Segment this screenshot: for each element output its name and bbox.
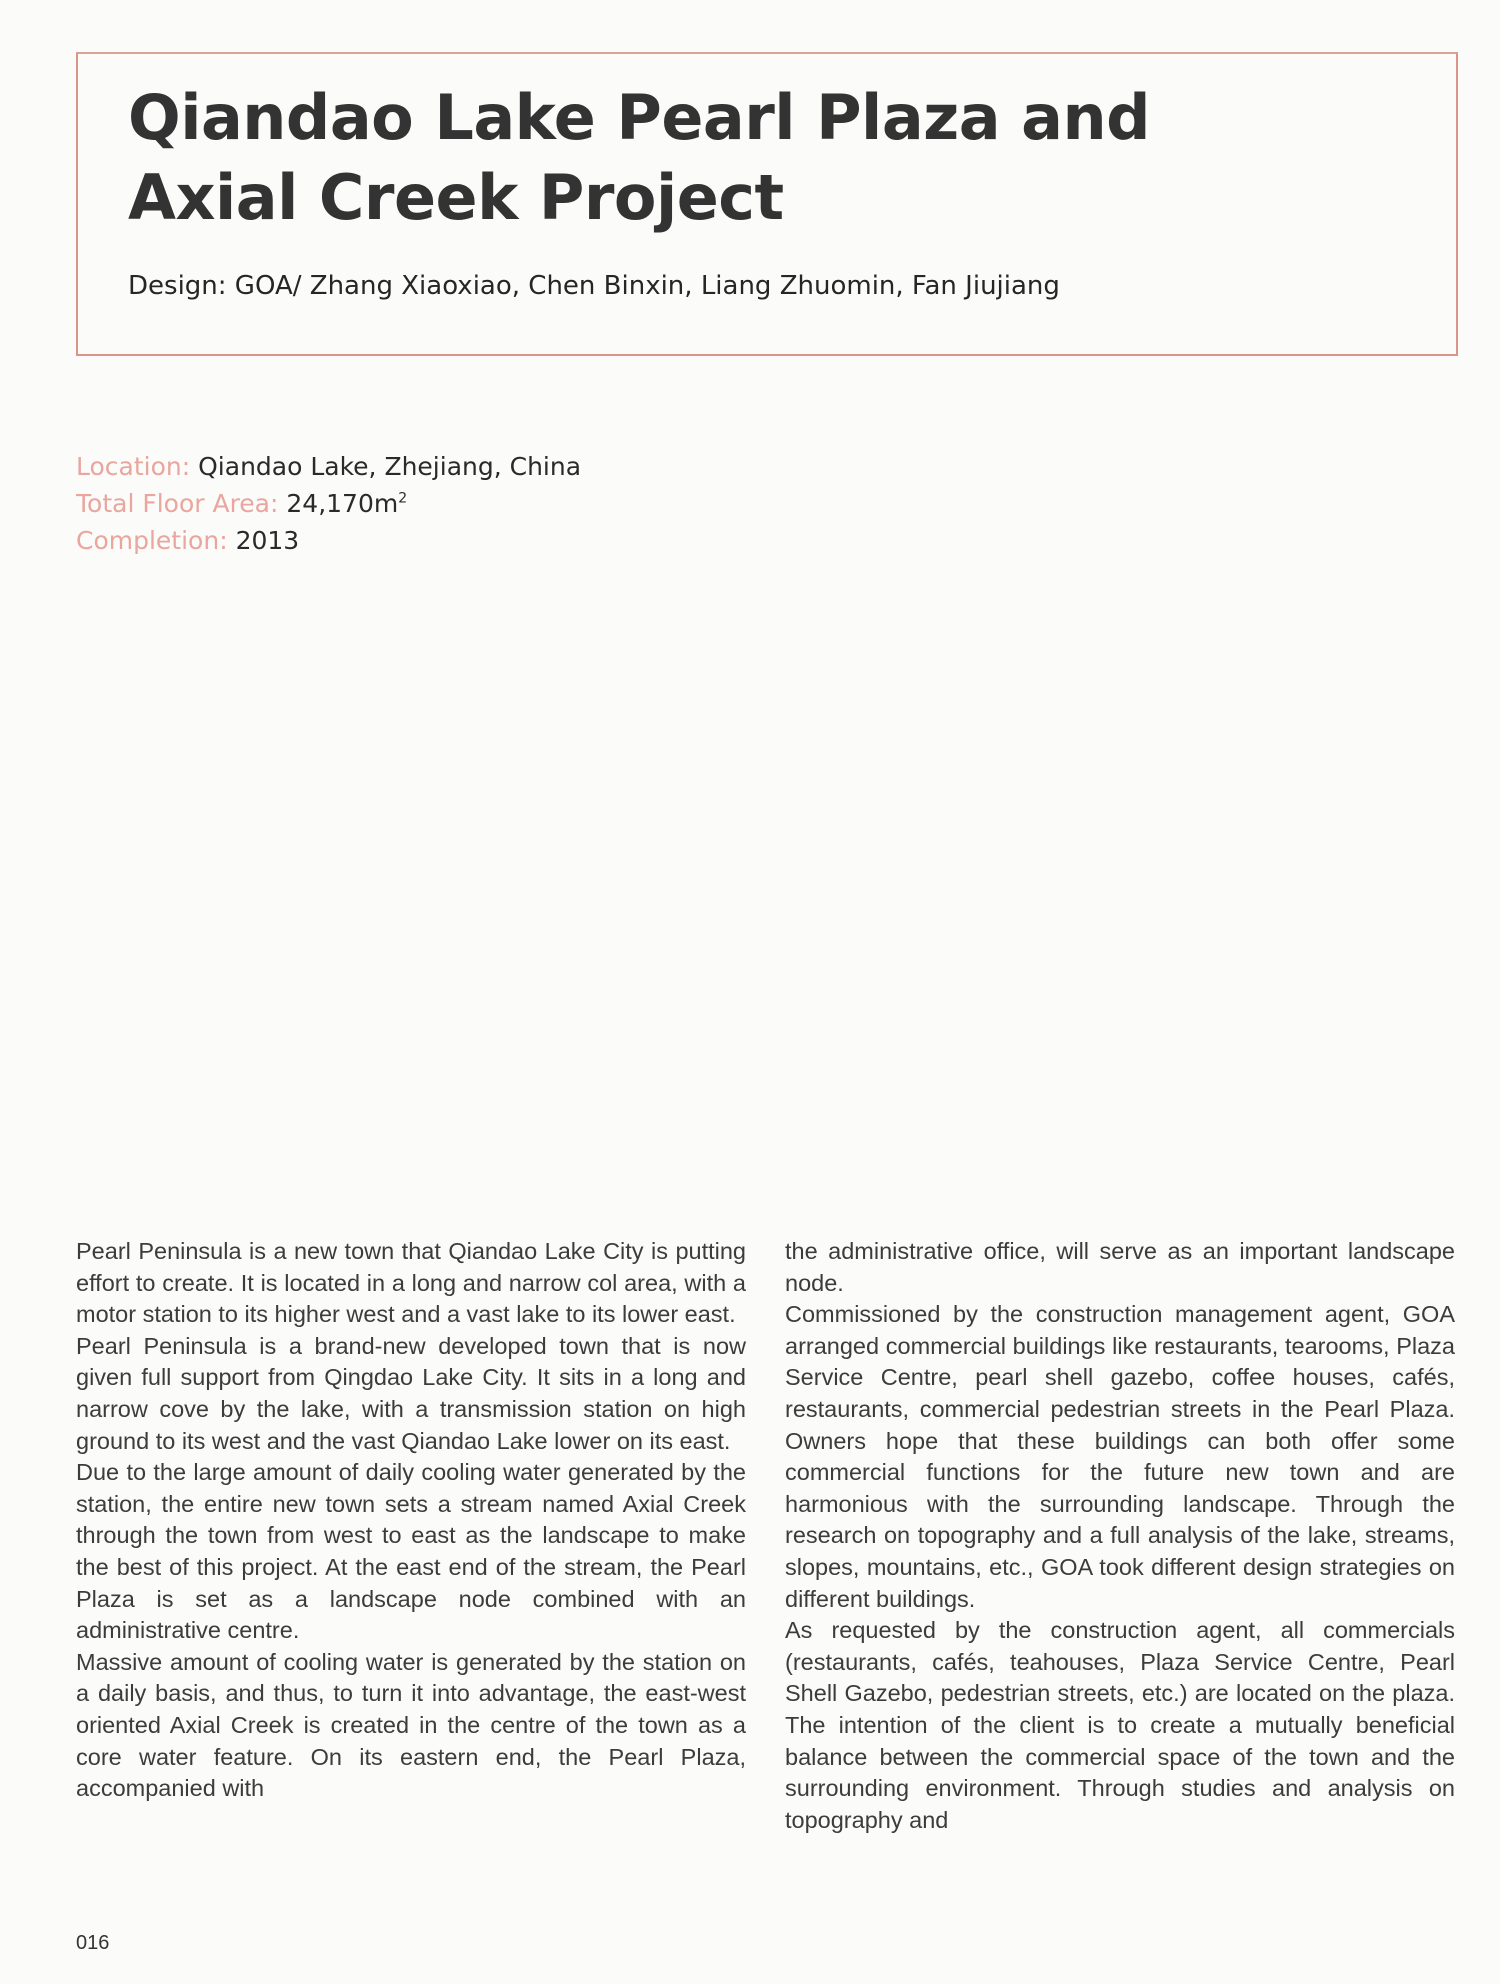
page-number: 016 <box>76 1932 110 1954</box>
completion-value: 2013 <box>235 526 300 555</box>
completion-row <box>76 522 776 559</box>
design-credit: Design: GOA/ Zhang Xiaoxiao, Chen Binxin, Liang Zhuomin, Fan Jiujiang <box>128 271 1060 301</box>
area-value: 24,170m <box>286 489 399 518</box>
area-row <box>76 485 776 522</box>
paragraph: As requested by the construction agent, all commercials (restaurants, cafés, teahouses, Plaza Service Centre, Pearl Shell Gazebo, pedestrian streets, etc.) are located on the plaza. The intention of the client is to create a mutually beneficial balance between the commercial space of the town and the surrounding environment. Through studies and analysis on topography and <box>785 1617 1455 1833</box>
paragraph: Pearl Peninsula is a brand-new developed town that is now given full support from Qingdao Lake City. It sits in a long and narrow cove by the lake, with a transmission station on high ground to its west and the vast Qiandao Lake lower on its east. <box>76 1332 746 1454</box>
area-unit-superscript: 2 <box>398 490 408 507</box>
paragraph: Due to the large amount of daily cooling water generated by the station, the entire new town sets a stream named Axial Creek through the town from west to east as the landscape to make the best of this project. At the east end of the stream, the Pearl Plaza is set as a landscape node combined with an administrative centre. <box>76 1459 746 1644</box>
body-column-left <box>76 1236 746 1805</box>
location-label: Location: <box>76 452 191 481</box>
paragraph: Pearl Peninsula is a new town that Qiandao Lake City is putting effort to create. It is located in a long and narrow col area, with a motor station to its higher west and a vast lake to its lower east. <box>76 1238 746 1328</box>
completion-label: Completion: <box>76 526 228 555</box>
location-row <box>76 448 776 485</box>
paragraph: Massive amount of cooling water is generated by the station on a daily basis, and thus, to turn it into advantage, the east-west oriented Axial Creek is created in the centre of the town as a core water feature. On its eastern end, the Pearl Plaza, accompanied with <box>76 1648 746 1802</box>
project-info <box>76 448 776 559</box>
area-label: Total Floor Area: <box>76 489 279 518</box>
paragraph: the administrative office, will serve as an important landscape node. <box>785 1238 1455 1296</box>
paragraph: Commissioned by the construction management agent, GOA arranged commercial buildings like restaurants, tearooms, Plaza Service Centre, pearl shell gazebo, coffee houses, cafés, restaurants, commercial pedestrian streets in the Pearl Plaza. Owners hope that these buildings can both offer some commercial functions for the future new town and are harmonious with the surrounding landscape. Through the research on topography and a full analysis of the lake, streams, slopes, mountains, etc., GOA took different design strategies on different buildings. <box>785 1301 1455 1612</box>
title-box <box>76 52 1458 356</box>
body-column-right <box>785 1236 1455 1836</box>
article-title: Qiandao Lake Pearl Plaza and Axial Creek Project <box>128 81 1151 234</box>
location-value: Qiandao Lake, Zhejiang, China <box>198 452 582 481</box>
